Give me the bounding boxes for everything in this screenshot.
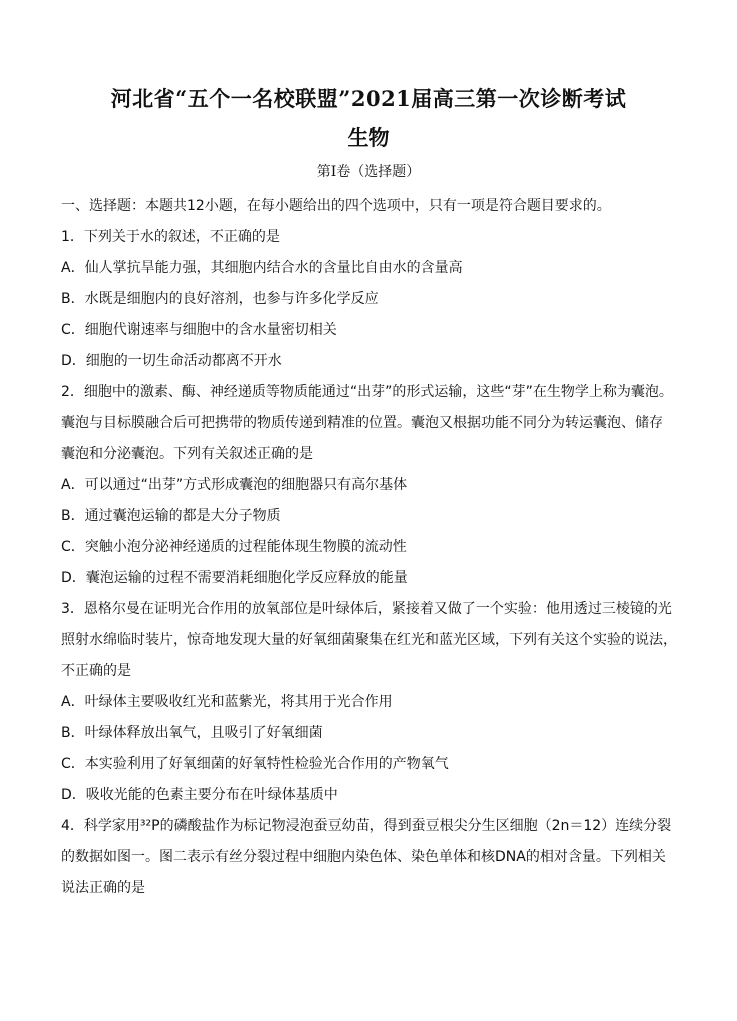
question-4-stem-line-2: 的数据如图一。图二表示有丝分裂过程中细胞内染色体、染色单体和核DNA的相对含量。下列相关	[61, 849, 666, 865]
question-3-option-a: A．叶绿体主要吸收红光和蓝紫光，将其用于光合作用	[61, 694, 393, 710]
question-3-stem-line-3: 不正确的是	[61, 663, 131, 679]
question-1-stem: 1．下列关于水的叙述，不正确的是	[61, 229, 280, 245]
question-1-option-b: B．水既是细胞内的良好溶剂，也参与许多化学反应	[61, 291, 379, 307]
question-3-option-d: D．吸收光能的色素主要分布在叶绿体基质中	[61, 787, 338, 803]
section-heading: 第Ⅰ卷（选择题）	[316, 164, 421, 180]
question-body	[61, 191, 681, 904]
question-1-option-c: C．细胞代谢速率与细胞中的含水量密切相关	[61, 322, 337, 338]
question-3-stem-line-2: 照射水绵临时装片，惊奇地发现大量的好氧细菌聚集在红光和蓝光区域，下列有关这个实验的说法，	[61, 632, 677, 648]
question-2-option-c: C．突触小泡分泌神经递质的过程能体现生物膜的流动性	[61, 539, 407, 555]
question-3-option-b: B．叶绿体释放出氧气，且吸引了好氧细菌	[61, 725, 323, 741]
question-2-option-d: D．囊泡运输的过程不需要消耗细胞化学反应释放的能量	[61, 570, 408, 586]
question-1-option-d: D．细胞的一切生命活动都离不开水	[61, 353, 282, 369]
question-2-stem-line-2: 囊泡与目标膜融合后可把携带的物质传递到精准的位置。囊泡又根据功能不同分为转运囊泡、储存	[61, 415, 663, 431]
question-3-stem-line-1: 3．恩格尔曼在证明光合作用的放氧部位是叶绿体后，紧接着又做了一个实验：他用透过三棱镜的光	[61, 601, 672, 617]
question-1-option-a: A．仙人掌抗旱能力强，其细胞内结合水的含量比自由水的含量高	[61, 260, 463, 276]
question-3-option-c: C．本实验利用了好氧细菌的好氧特性检验光合作用的产物氧气	[61, 756, 449, 772]
question-2-option-b: B．通过囊泡运输的都是大分子物质	[61, 508, 281, 524]
question-2-option-a: A．可以通过“出芽”方式形成囊泡的细胞器只有高尔基体	[61, 477, 408, 493]
question-4-stem-line-3: 说法正确的是	[61, 880, 145, 896]
exam-title: 河北省“五个一名校联盟”2021届高三第一次诊断考试	[110, 86, 627, 111]
question-2-stem-line-3: 囊泡和分泌囊泡。下列有关叙述正确的是	[61, 446, 313, 462]
instruction-line: 一、选择题：本题共12小题，在每小题给出的四个选项中，只有一项是符合题目要求的。	[61, 198, 611, 214]
question-2-stem-line-1: 2．细胞中的激素、酶、神经递质等物质能通过“出芽”的形式运输，这些“芽”在生物学上称为囊泡。	[61, 384, 673, 400]
subject-title: 生物	[347, 125, 390, 150]
question-4-stem-line-1: 4．科学家用³²P的磷酸盐作为标记物浸泡蚕豆幼苗，得到蚕豆根尖分生区细胞（2n＝12）连续分裂	[61, 818, 672, 834]
